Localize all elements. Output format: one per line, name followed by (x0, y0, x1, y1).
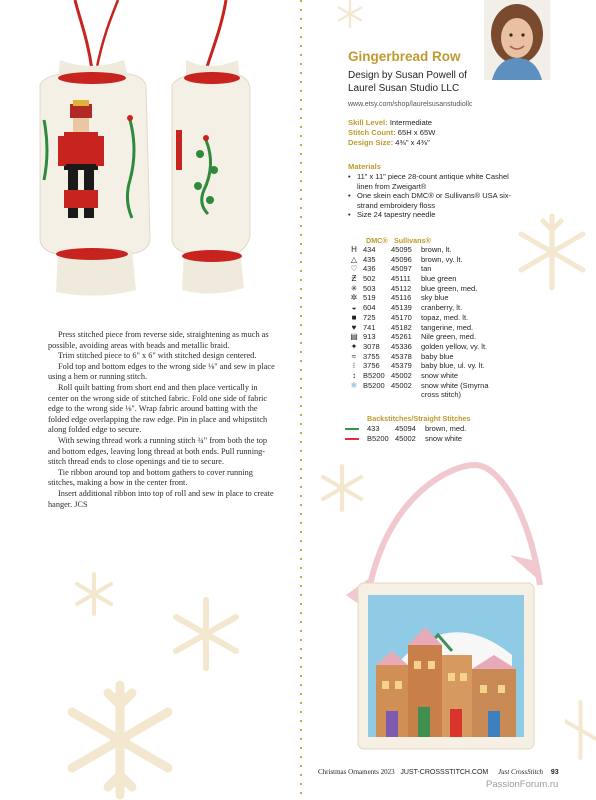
floss-color-name: golden yellow, vy. lt. (421, 341, 488, 351)
instruction-paragraph: Press stitched piece from reverse side, straightening as much as possible, avoiding areas with beads and metallic braid. (48, 330, 269, 350)
floss-symbol: ✲ (350, 293, 358, 303)
sullivans-number: 45002 (391, 370, 412, 380)
design-size-label: Design Size: (348, 138, 394, 147)
floss-color-name: cross stitch) (421, 390, 462, 400)
materials-item: • 11" x 11" piece 28-count antique white Cashel linen from Zweigart® (348, 172, 523, 191)
dmc-number: 434 (363, 245, 376, 254)
footer-site: JUST-CROSSSTITCH.COM (400, 769, 489, 776)
skill-level-label: Skill Level: (348, 118, 388, 127)
dmc-number: B5200 (363, 380, 385, 390)
designer-portrait-photo (484, 0, 550, 80)
dmc-number: 3756 (363, 361, 380, 371)
designer-url[interactable]: www.etsy.com/shop/laurelsusanstudiollc (348, 101, 473, 108)
floss-color-name: brown, vy. lt. (421, 254, 463, 264)
floss-symbol: ♥ (351, 322, 357, 332)
sullivans-number: 45261 (391, 332, 412, 342)
floss-key-row (345, 245, 516, 255)
floss-symbol: △ (350, 254, 358, 264)
design-size-value: 4⅜" x 4⅜" (395, 138, 430, 147)
sullivans-number: 45112 (391, 283, 412, 293)
floss-symbol: ≈ (351, 351, 357, 361)
instruction-paragraph: Tie ribbon around top and bottom gathers to cover running stitches, making a bow in the center front. (48, 467, 253, 488)
dmc-number: 604 (363, 303, 376, 313)
floss-key-row (345, 381, 516, 391)
issue-name: Christmas Ornaments 2023 (318, 768, 395, 776)
dmc-number: B5200 (363, 370, 385, 380)
dmc-number: 725 (363, 312, 376, 322)
sullivans-number: 45379 (391, 361, 412, 371)
sullivans-column-header: Sullivans® (394, 236, 431, 245)
sullivans-number: 45097 (391, 264, 412, 274)
floss-color-name: blue green (421, 274, 457, 284)
floss-color-key (345, 245, 516, 400)
stitch-count-value: 65H x 65W (397, 128, 436, 137)
sullivans-number: 45378 (391, 351, 412, 361)
snowflake-decoration (55, 680, 185, 800)
backstitch-row (345, 424, 520, 434)
finishing-instructions (48, 330, 276, 510)
floss-color-name: topaz, med. lt. (421, 312, 469, 322)
stitch-count-label: Stitch Count: (348, 128, 396, 137)
sullivans-number: 45116 (391, 293, 412, 303)
site-watermark: PassionForum.ru (486, 779, 559, 790)
floss-color-name: snow white (Smyrna (421, 380, 489, 390)
floss-key-row (345, 371, 516, 381)
floss-key-row (345, 303, 516, 313)
floss-key-row (345, 352, 516, 362)
floss-key-row (345, 293, 516, 303)
ornament-rolls-photo (0, 0, 292, 310)
floss-key-row (345, 274, 516, 284)
snowflake-decoration (326, 0, 374, 28)
floss-key-row (345, 255, 516, 265)
sullivans-number: 45139 (391, 303, 412, 313)
design-title: Gingerbread Row (348, 49, 461, 64)
floss-symbol: ✳ (350, 283, 358, 293)
page-footer (318, 768, 559, 776)
floss-key-row (345, 264, 516, 274)
floss-color-name: tangerine, med. (421, 322, 474, 332)
dmc-number: 741 (363, 322, 376, 332)
dmc-number: 519 (363, 293, 376, 303)
floss-key-row (345, 323, 516, 333)
floss-color-name: Nile green, med. (421, 332, 477, 342)
sullivans-number: 45182 (391, 322, 412, 332)
floss-key-row (345, 332, 516, 342)
snowflake-decoration (512, 212, 592, 292)
dmc-number: 913 (363, 332, 376, 342)
floss-symbol: ↕ (352, 370, 356, 380)
dmc-number: 436 (363, 264, 376, 274)
dmc-number: 433 (367, 424, 380, 433)
floss-symbol: Ƶ (351, 274, 357, 284)
floss-color-name: snow white (421, 370, 459, 380)
sullivans-number: 45094 (395, 424, 416, 433)
materials-item: • Size 24 tapestry needle (348, 210, 523, 220)
materials-heading: Materials (348, 162, 381, 171)
instruction-paragraph: Fold top and bottom edges to the wrong side ⅛" and sew in place using a hem or running stitch. (48, 361, 275, 382)
dmc-number: B5200 (367, 433, 389, 443)
instruction-paragraph: Trim stitched piece to 6" x 6" with stitched design centered. (58, 351, 257, 361)
dmc-number: 3755 (363, 351, 380, 361)
instruction-paragraph: With sewing thread work a running stitch ¾" from both the top and bottom edges, leaving long thread at both ends. Pull running-stitch thread ends to close openings and tie to secure. (48, 435, 268, 467)
dmc-number: 503 (363, 283, 376, 293)
floss-color-name: baby blue (421, 351, 454, 361)
skill-level (348, 118, 435, 128)
design-size (348, 138, 435, 148)
floss-color-name: sky blue (421, 293, 449, 303)
snowflake-decoration (168, 596, 244, 672)
floss-color-name: tan (421, 264, 432, 274)
sullivans-number: 45336 (391, 341, 412, 351)
magazine-name: Just CrossStitch (498, 768, 544, 776)
snowflake-decoration (72, 572, 116, 616)
backstitches-heading: Backstitches/Straight Stitches (367, 414, 471, 423)
sullivans-number: 45096 (391, 254, 412, 264)
materials-item: • One skein each DMC® or Sullivans® USA six-strand embroidery floss (348, 191, 523, 210)
floss-color-name: brown, med. (425, 424, 467, 433)
floss-key-row (345, 342, 516, 352)
design-specs (348, 118, 435, 148)
floss-key-row (345, 284, 516, 294)
backstitch-line-swatch (345, 438, 359, 440)
sullivans-number: 45002 (391, 380, 412, 390)
gingerbread-pillow-photo (300, 455, 590, 755)
dmc-number: 502 (363, 274, 376, 284)
sullivans-number: 45111 (391, 274, 411, 284)
floss-symbol: ▤ (350, 332, 358, 342)
floss-symbol: ■ (351, 312, 357, 322)
backstitch-row (345, 434, 520, 444)
dmc-column-header: DMC® (366, 236, 388, 245)
backstitch-key (345, 424, 520, 443)
designer-credit-line: Design by Susan Powell of (348, 70, 467, 81)
designer-credit (348, 69, 488, 95)
floss-symbol: ♡ (350, 264, 358, 274)
stitch-count (348, 128, 435, 138)
page-number: 93 (550, 769, 559, 776)
floss-color-name: cranberry, lt. (421, 303, 463, 313)
instruction-paragraph: Roll quilt batting from short end and then place vertically in center on the wrong side of stitched fabric. Fold one side of fabric edge to the wrong side ⅛". Wrap fabric around batting with the folded edge overlapping the raw edge. Pin in place and whipstitch along folded edge to secure. (48, 382, 268, 435)
floss-symbol: ◒ (351, 303, 357, 313)
instruction-paragraph: Insert additional ribbon into top of roll and sew in place to create hanger. JCS (48, 488, 274, 509)
designer-credit-line: Laurel Susan Studio LLC (348, 83, 460, 94)
floss-color-name: baby blue, ul. vy. lt. (421, 361, 485, 371)
skill-level-value: Intermediate (389, 118, 433, 127)
sullivans-number: 45002 (395, 433, 416, 443)
materials-list (348, 172, 523, 220)
floss-color-name: blue green, med. (421, 283, 478, 293)
floss-symbol: ❄ (350, 380, 358, 390)
sullivans-number: 45095 (391, 245, 412, 254)
floss-symbol: ⁝ (352, 361, 356, 371)
dmc-number: 435 (363, 254, 376, 264)
floss-color-name: snow white (425, 433, 463, 443)
sullivans-number: 45170 (391, 312, 412, 322)
floss-key-row (345, 313, 516, 323)
floss-color-name: brown, lt. (421, 245, 452, 254)
floss-symbol: ✦ (350, 341, 358, 351)
floss-key-row-continued (345, 390, 516, 400)
dmc-number: 3078 (363, 341, 380, 351)
floss-key-row (345, 361, 516, 371)
floss-symbol: H (351, 245, 357, 254)
backstitch-line-swatch (345, 428, 359, 430)
